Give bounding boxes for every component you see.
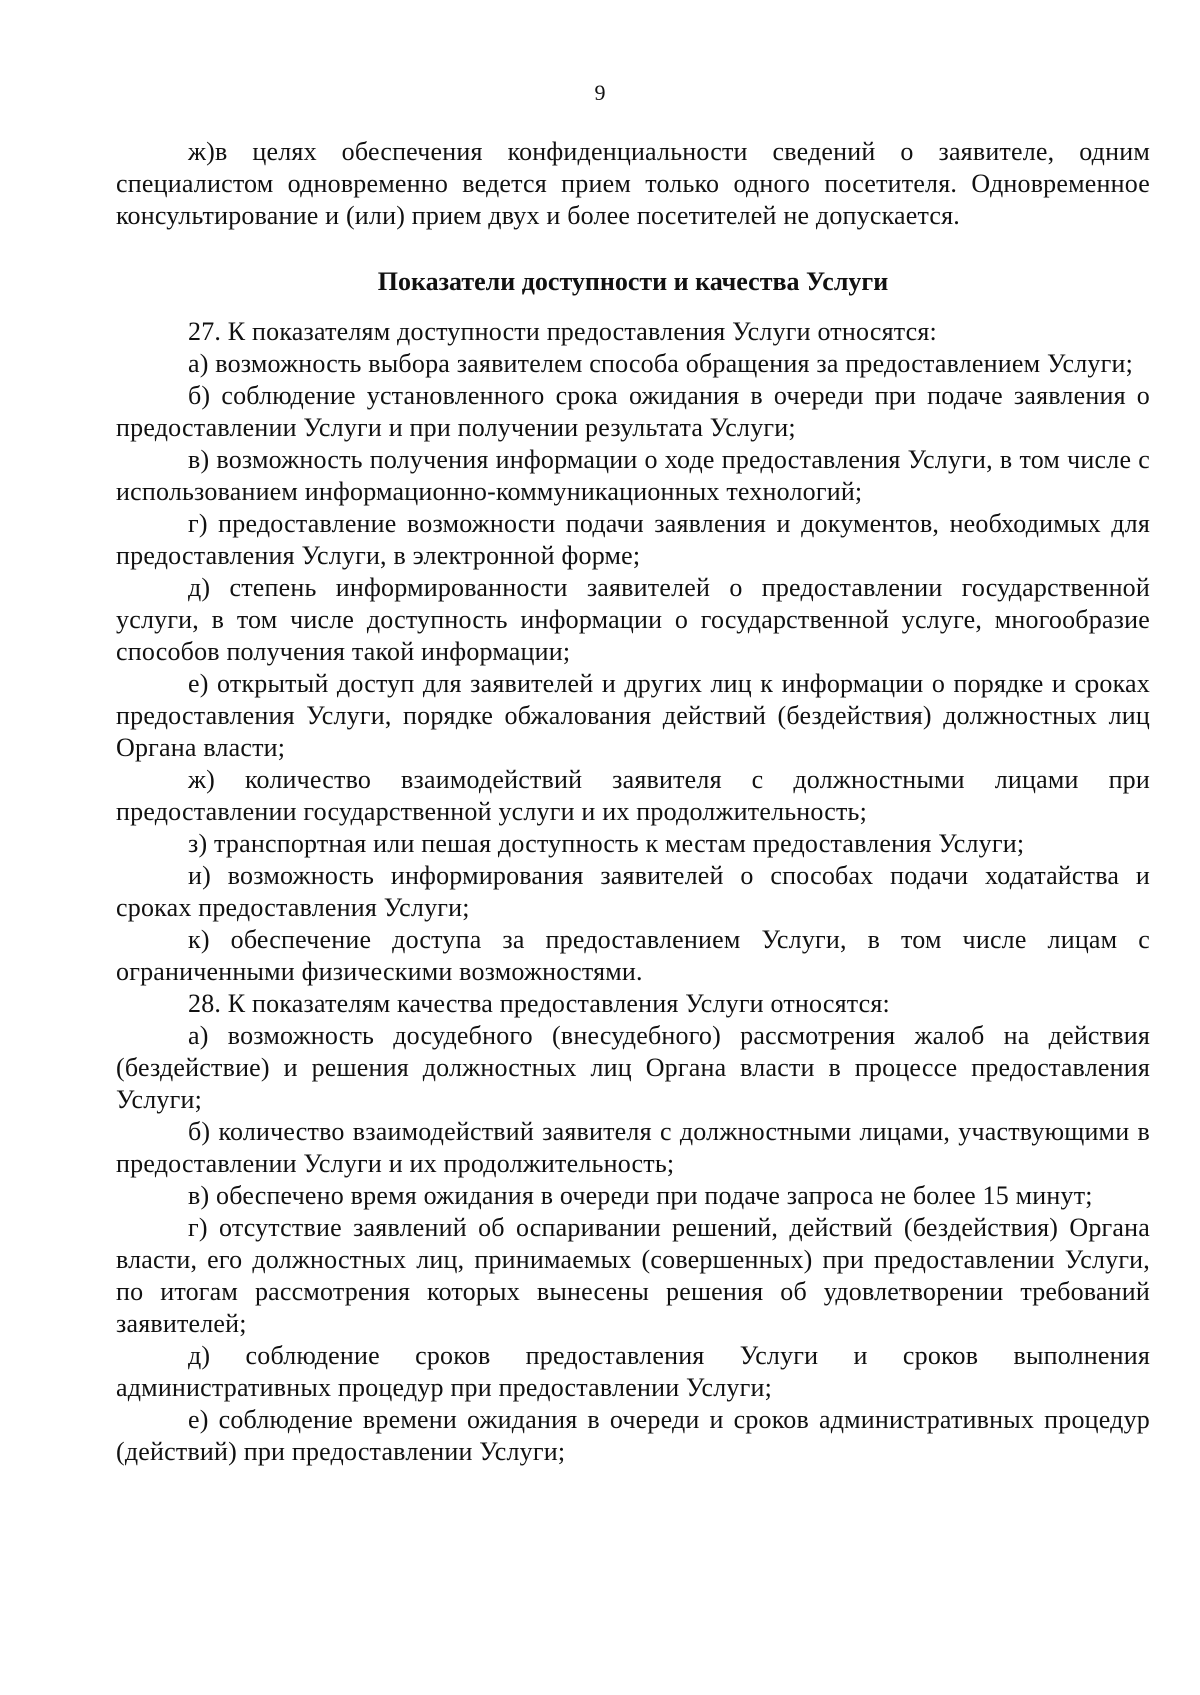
page-number: 9 bbox=[594, 80, 606, 105]
clause-27-item-d: д) степень информированности заявителей о предоставлении государственной услуги, в том числе доступность информации о государственной услуге, многообразие способов получения такой информации; bbox=[116, 573, 1150, 666]
clause-27-item-i: и) возможность информирования заявителей о способах подачи ходатайства и сроках предоставления Услуги; bbox=[116, 861, 1150, 922]
document-body bbox=[116, 136, 1150, 1468]
clause-27-item-a: а) возможность выбора заявителем способа обращения за предоставлением Услуги; bbox=[188, 349, 1133, 378]
clause-27 bbox=[116, 316, 1150, 988]
clause-27-item-e: е) открытый доступ для заявителей и других лиц к информации о порядке и сроках предоставления Услуги, порядке обжалования действий (бездействия) должностных лиц Органа власти; bbox=[116, 669, 1150, 762]
clause-27-item-z: з) транспортная или пешая доступность к местам предоставления Услуги; bbox=[188, 829, 1025, 858]
clause-27-item-v: в) возможность получения информации о ходе предоставления Услуги, в том числе с использованием информационно-коммуникационных технологий; bbox=[116, 445, 1150, 506]
clause-28-item-a: а) возможность досудебного (внесудебного) рассмотрения жалоб на действия (бездействие) и решения должностных лиц Органа власти в процессе предоставления Услуги; bbox=[116, 1021, 1150, 1114]
clause-28-item-b: б) количество взаимодействий заявителя с должностными лицами, участвующими в предоставлении Услуги и их продолжительность; bbox=[116, 1117, 1150, 1178]
clause-27-item-b: б) соблюдение установленного срока ожидания в очереди при подаче заявления о предоставлении Услуги и при получении результата Услуги; bbox=[116, 381, 1150, 442]
clause-27-item-k: к) обеспечение доступа за предоставлением Услуги, в том числе лицам с ограниченными физическими возможностями. bbox=[116, 925, 1150, 986]
intro-paragraph: ж)в целях обеспечения конфиденциальности сведений о заявителе, одним специалистом одновременно ведется прием только одного посетителя. Одновременное консультирование и (или) прием двух и более посетителей не допускается. bbox=[116, 137, 1150, 230]
clause-28-item-d: д) соблюдение сроков предоставления Услуги и сроков выполнения административных процедур при предоставлении Услуги; bbox=[116, 1341, 1150, 1402]
section-heading: Показатели доступности и качества Услуги bbox=[377, 267, 889, 296]
clause-27-item-g: г) предоставление возможности подачи заявления и документов, необходимых для предоставления Услуги, в электронной форме; bbox=[116, 509, 1150, 570]
clause-27-item-zh: ж) количество взаимодействий заявителя с должностными лицами при предоставлении государственной услуги и их продолжительность; bbox=[116, 765, 1150, 826]
clause-28-item-e: е) соблюдение времени ожидания в очереди и сроков административных процедур (действий) при предоставлении Услуги; bbox=[116, 1405, 1150, 1466]
clause-28-item-v: в) обеспечено время ожидания в очереди при подаче запроса не более 15 минут; bbox=[188, 1181, 1093, 1210]
clause-28-title: 28. К показателям качества предоставления Услуги относятся: bbox=[188, 989, 890, 1018]
clause-28 bbox=[116, 988, 1150, 1468]
clause-28-item-g: г) отсутствие заявлений об оспаривании решений, действий (бездействия) Органа власти, его должностных лиц, принимаемых (совершенных) при предоставлении Услуги, по итогам рассмотрения которых вынесены решения об удовлетворении требований заявителей; bbox=[116, 1213, 1150, 1338]
clause-27-title: 27. К показателям доступности предоставления Услуги относятся: bbox=[188, 317, 937, 346]
